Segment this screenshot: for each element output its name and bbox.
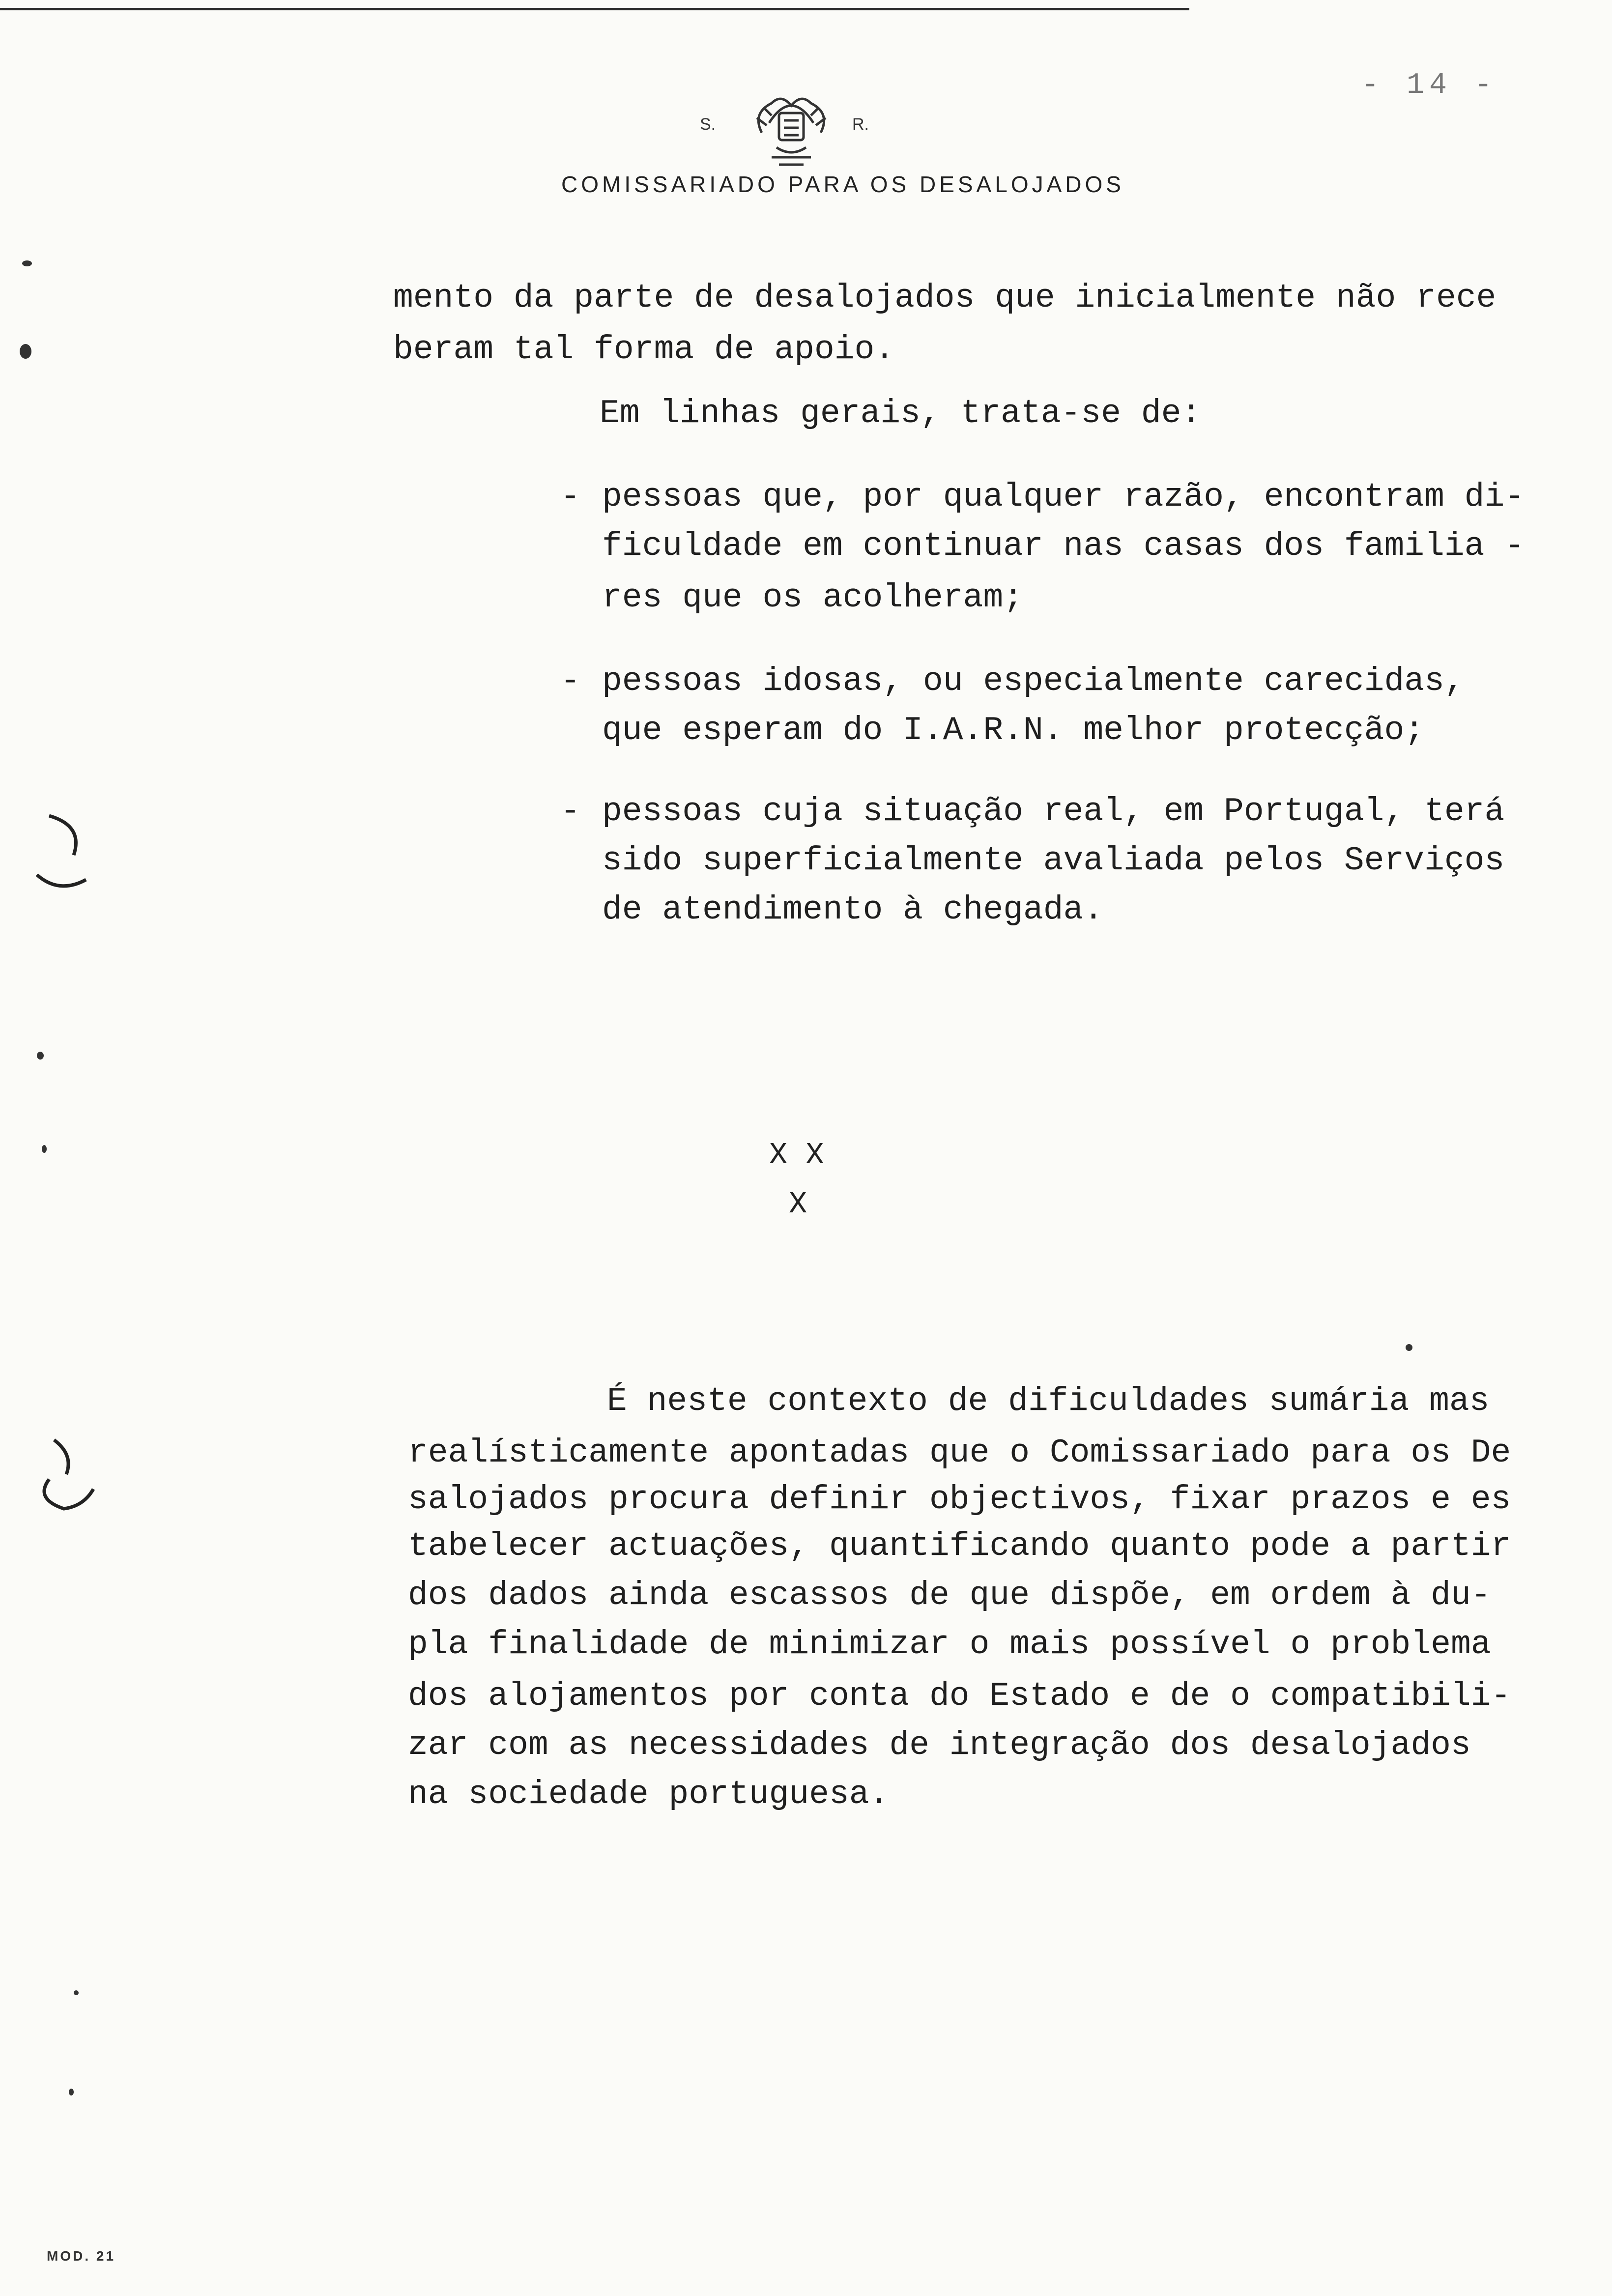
scan-speck (69, 2089, 74, 2095)
letterhead-initial-s: S. (700, 115, 716, 134)
scan-speck (74, 1990, 79, 1995)
bullet-2-line-2: que esperam do I.A.R.N. melhor protecção; (602, 712, 1425, 749)
closing-line-9: na sociedade portuguesa. (408, 1776, 890, 1813)
bullet-3-line-1: pessoas cuja situação real, em Portugal, terá (602, 793, 1505, 831)
closing-line-2: realísticamente apontadas que o Comissariado para os De (408, 1434, 1511, 1472)
punch-hole-icon (20, 1425, 98, 1523)
form-code: MOD. 21 (47, 2248, 116, 2264)
bullet-1-line-1: pessoas que, por qualquer razão, encontram di- (602, 478, 1525, 516)
closing-line-5: dos dados ainda escassos de que dispõe, em ordem à du- (408, 1577, 1491, 1614)
letterhead-title: COMISSARIADO PARA OS DESALOJADOS (561, 172, 1124, 197)
closing-line-4: tabelecer actuações, quantificando quanto pode a partir (408, 1527, 1511, 1565)
scan-speck (22, 260, 32, 266)
punch-hole-icon (20, 801, 98, 899)
intro-lead: Em linhas gerais, trata-se de: (600, 395, 1202, 432)
intro-line-1: mento da parte de desalojados que inicialmente não rece (393, 279, 1497, 317)
scan-speck (42, 1145, 47, 1153)
page-number: - 14 - (1361, 69, 1497, 102)
scan-speck (1406, 1344, 1412, 1351)
bullet-3-line-3: de atendimento à chegada. (602, 891, 1104, 929)
top-rule (0, 8, 1189, 10)
letterhead-initial-r: R. (852, 115, 869, 134)
closing-line-1: É neste contexto de dificuldades sumária mas (607, 1382, 1490, 1420)
bullet-1-line-2: ficuldade em continuar nas casas dos familia - (602, 527, 1525, 565)
bullet-dash: - (560, 793, 580, 831)
bullet-2-line-1: pessoas idosas, ou especialmente carecidas, (602, 662, 1465, 700)
intro-line-2: beram tal forma de apoio. (393, 331, 895, 369)
separator-line-2: X (789, 1187, 807, 1222)
bullet-dash: - (560, 478, 580, 516)
bullet-dash: - (560, 662, 580, 700)
closing-line-7: dos alojamentos por conta do Estado e de o compatibili- (408, 1677, 1511, 1715)
scan-speck (20, 344, 31, 359)
closing-line-6: pla finalidade de minimizar o mais possível o problema (408, 1626, 1491, 1664)
letterhead-emblem-row (693, 79, 890, 177)
bullet-1-line-3: res que os acolheram; (602, 579, 1023, 617)
closing-line-3: salojados procura definir objectivos, fixar prazos e es (408, 1481, 1511, 1519)
bullet-3-line-2: sido superficialmente avaliada pelos Serviços (602, 842, 1505, 880)
scan-speck (37, 1052, 44, 1060)
closing-line-8: zar com as necessidades de integração dos desalojados (408, 1726, 1471, 1764)
separator-line-1: X X (769, 1138, 824, 1173)
coat-of-arms-icon (742, 79, 840, 177)
